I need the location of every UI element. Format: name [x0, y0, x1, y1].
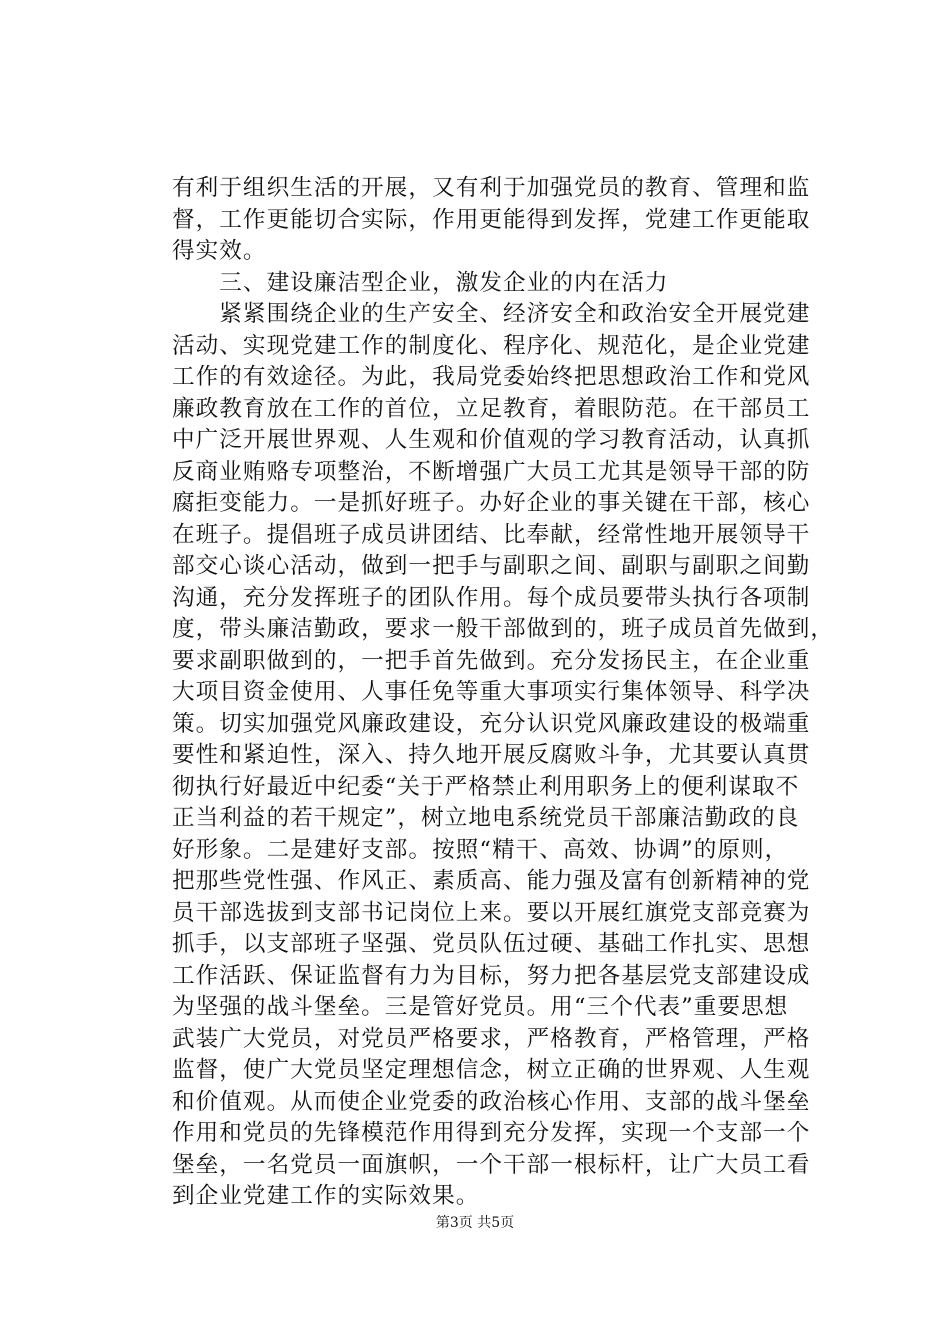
text-line: 工作的有效途径。为此，我局党委始终把思想政治工作和党风	[172, 364, 811, 390]
text-line: 大项目资金使用、人事任免等重大事项实行集体领导、科学决	[172, 679, 811, 705]
text-line: 到企业党建工作的实际效果。	[172, 1183, 480, 1209]
text-line: 得实效。	[172, 238, 267, 264]
text-line: 反商业贿赂专项整治，不断增强广大员工尤其是领导干部的防	[172, 458, 811, 485]
text-line: 部交心谈心活动，做到一把手与副职之间、副职与副职之间勤	[172, 553, 811, 579]
text-line: 沟通，充分发挥班子的团队作用。每个成员要带头执行各项制	[172, 584, 811, 611]
document-body	[172, 173, 835, 1213]
text-line: 员干部选拔到支部书记岗位上来。要以开展红旗党支部竞赛为	[172, 899, 811, 926]
page-footer: 第3页 共5页	[435, 1215, 515, 1231]
text-line: 有利于组织生活的开展，又有利于加强党员的教育、管理和监	[172, 175, 811, 201]
text-line: 和价值观。从而使企业党委的政治核心作用、支部的战斗堡垒	[172, 1088, 811, 1115]
text-line: 度，带头廉洁勤政，要求一般干部做到的，班子成员首先做到，	[172, 616, 835, 642]
text-line: 作用和党员的先锋模范作用得到充分发挥，实现一个支部一个	[172, 1120, 811, 1146]
text-line: 腐拒变能力。一是抓好班子。办好企业的事关键在干部，核心	[172, 490, 811, 516]
text-line: 要求副职做到的，一把手首先做到。充分发扬民主，在企业重	[172, 647, 811, 674]
text-line: 在班子。提倡班子成员讲团结、比奉献，经常性地开展领导干	[172, 521, 811, 548]
text-line: 把那些党性强、作风正、素质高、能力强及富有创新精神的党	[172, 868, 811, 894]
text-line: 中广泛开展世界观、人生观和价值观的学习教育活动，认真抓	[172, 427, 811, 453]
text-line: 三、建设廉洁型企业，激发企业的内在活力	[172, 269, 669, 296]
text-line: 工作活跃、保证监督有力为目标，努力把各基层党支部建设成	[172, 962, 811, 989]
text-line: 督，工作更能切合实际，作用更能得到发挥，党建工作更能取	[172, 206, 811, 233]
text-line: 为坚强的战斗堡垒。三是管好党员。用“三个代表”重要思想	[172, 994, 789, 1020]
text-line: 廉政教育放在工作的首位，立足教育，着眼防范。在干部员工	[172, 395, 811, 422]
text-line: 武装广大党员，对党员严格要求，严格教育，严格管理，严格	[172, 1025, 811, 1052]
text-line: 彻执行好最近中纪委“关于严格禁止利用职务上的便利谋取不	[172, 773, 800, 800]
text-line: 好形象。二是建好支部。按照“精干、高效、协调”的原则，	[172, 836, 789, 863]
text-line: 抓手，以支部班子坚强、党员队伍过硬、基础工作扎实、思想	[172, 931, 811, 957]
text-line: 堡垒，一名党员一面旗帜，一个干部一根标杆，让广大员工看	[172, 1151, 811, 1178]
text-line: 策。切实加强党风廉政建设，充分认识党风廉政建设的极端重	[172, 710, 811, 737]
text-line: 监督，使广大党员坚定理想信念，树立正确的世界观、人生观	[172, 1057, 811, 1083]
text-line: 正当利益的若干规定”，树立地电系统党员干部廉洁勤政的良	[172, 805, 800, 831]
text-line: 要性和紧迫性，深入、持久地开展反腐败斗争，尤其要认真贯	[172, 742, 811, 768]
text-line: 活动、实现党建工作的制度化、程序化、规范化，是企业党建	[172, 332, 811, 359]
text-line: 紧紧围绕企业的生产安全、经济安全和政治安全开展党建	[172, 301, 811, 327]
